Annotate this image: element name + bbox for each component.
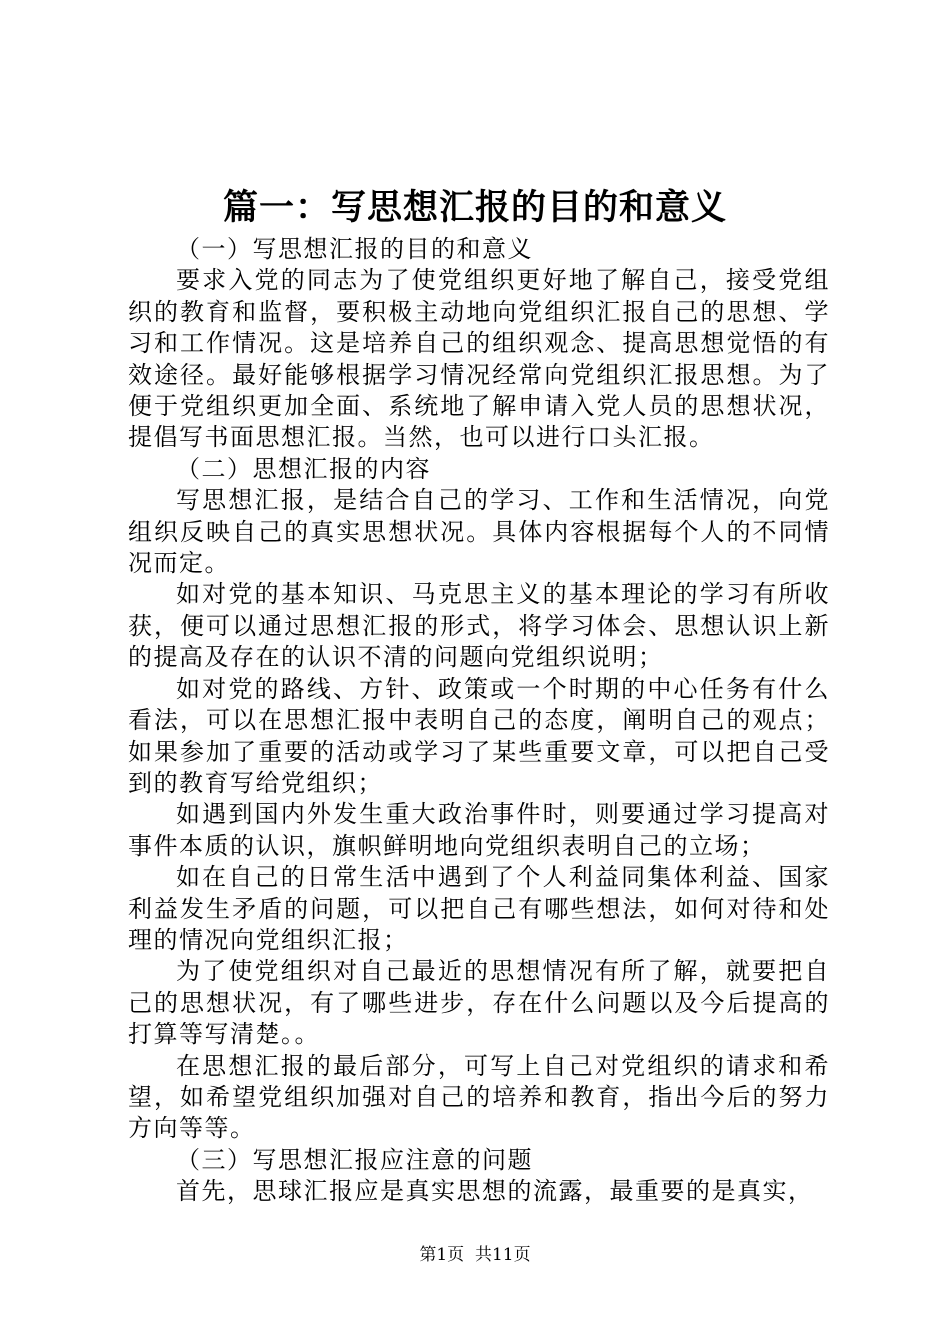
paragraph: 如对党的基本知识、马克思主义的基本理论的学习有所收获，便可以通过思想汇报的形式，将学习体会、思想认识上新的提高及存在的认识不清的问题向党组织说明； — [128, 580, 830, 672]
paragraph: 为了使党组织对自己最近的思想情况有所了解，就要把自己的思想状况，有了哪些进步，存在什么问题以及今后提高的打算等写清楚。。 — [128, 957, 830, 1049]
paragraph: 如对党的路线、方针、政策或一个时期的中心任务有什么看法，可以在思想汇报中表明自己的态度，阐明自己的观点；如果参加了重要的活动或学习了某些重要文章，可以把自己受到的教育写给党组织； — [128, 674, 830, 797]
paragraph: 写思想汇报，是结合自己的学习、工作和生活情况，向党组织反映自己的真实思想状况。具体内容根据每个人的不同情况而定。 — [128, 486, 830, 578]
paragraph: 要求入党的同志为了使党组织更好地了解自己，接受党组织的教育和监督，要积极主动地向党组织汇报自己的思想、学习和工作情况。这是培养自己的组织观念、提高思想觉悟的有效途径。最好能够根据学习情况经常向党组织汇报思想。为了便于党组织更加全面、系统地了解申请入党人员的思想状况，提倡写书面思想汇报。当然，也可以进行口头汇报。 — [128, 266, 830, 452]
paragraph: 在思想汇报的最后部分，可写上自己对党组织的请求和希望，如希望党组织加强对自己的培养和教育，指出今后的努力方向等等。 — [128, 1051, 830, 1143]
section-heading-1: （一）写思想汇报的目的和意义 — [176, 235, 533, 263]
document-body — [128, 234, 830, 1208]
paragraph: 首先，思球汇报应是真实思想的流露，最重要的是真实， — [176, 1177, 814, 1206]
section-heading-3: （三）写思想汇报应注意的问题 — [176, 1145, 533, 1174]
document-title: 篇一：写思想汇报的目的和意义 — [222, 187, 727, 228]
paragraph: 如在自己的日常生活中遇到了个人利益同集体利益、国家利益发生矛盾的问题，可以把自己有哪些想法，如何对待和处理的情况向党组织汇报； — [128, 863, 830, 954]
paragraph: 如遇到国内外发生重大政治事件时，则要通过学习提高对事件本质的认识，旗帜鲜明地向党组织表明自己的立场； — [128, 800, 830, 860]
page-number-label: 第1页 共11页 — [419, 1245, 531, 1265]
section-heading-2: （二）思想汇报的内容 — [176, 454, 431, 483]
page-footer — [0, 1243, 950, 1267]
